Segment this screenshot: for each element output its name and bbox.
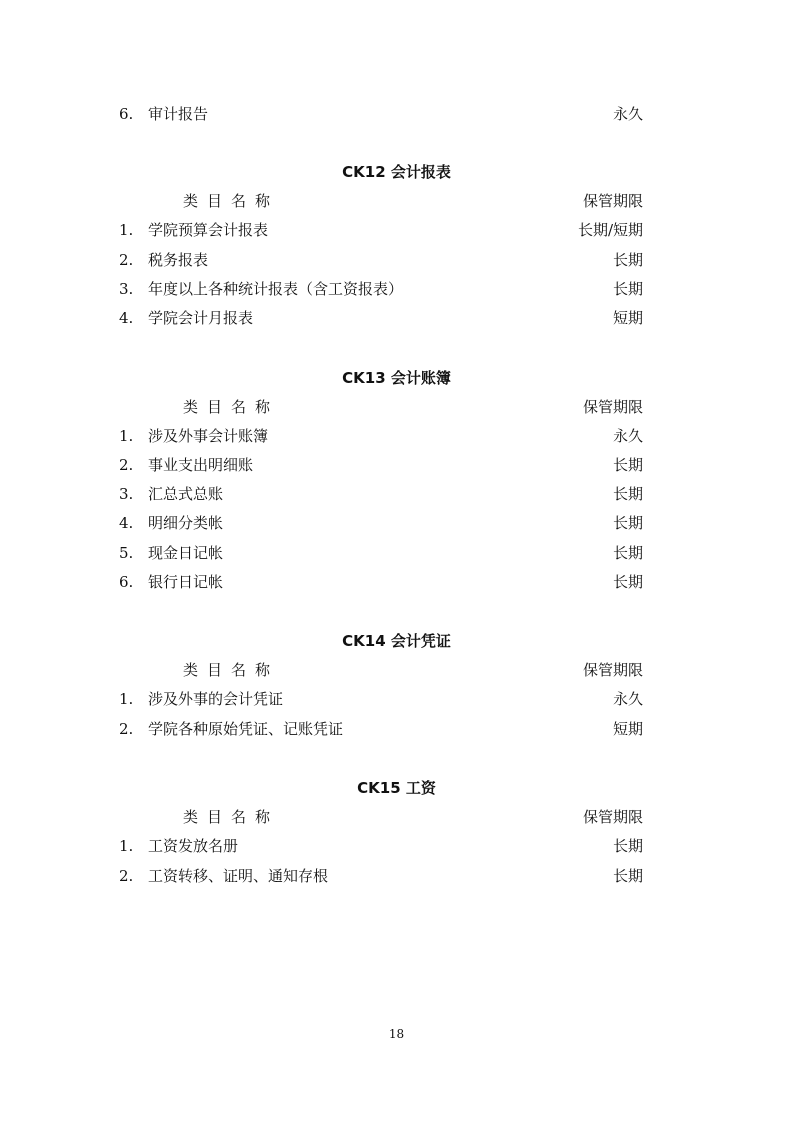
header-period: 保管期限 (582, 192, 643, 210)
list-item (0, 685, 793, 714)
item-name: 审计报告 (148, 105, 209, 123)
section-title: CK12 会计报表 (342, 163, 451, 181)
item-name: 学院会计月报表 (148, 309, 254, 327)
item-period: 长期 (612, 456, 643, 474)
column-header (0, 187, 793, 216)
item-name: 汇总式总账 (148, 485, 224, 503)
item-number: 3. (119, 280, 134, 298)
section-title: CK15 工资 (357, 779, 436, 797)
list-item (0, 451, 793, 480)
item-name: 涉及外事的会计凭证 (148, 690, 284, 708)
item-period: 长期 (612, 514, 643, 532)
item-name: 工资转移、证明、通知存根 (148, 867, 329, 885)
item-period: 长期 (612, 867, 643, 885)
item-period: 永久 (612, 105, 643, 123)
item-number: 1. (119, 690, 134, 708)
item-name: 学院预算会计报表 (148, 221, 269, 239)
item-period: 短期 (612, 720, 643, 738)
item-name: 现金日记帐 (148, 544, 224, 562)
list-item (0, 246, 793, 275)
header-period: 保管期限 (582, 661, 643, 679)
item-period: 长期 (612, 485, 643, 503)
item-number: 6. (119, 105, 134, 123)
item-name: 涉及外事会计账簿 (148, 427, 269, 445)
list-item (0, 216, 793, 245)
column-header (0, 803, 793, 832)
list-item (0, 480, 793, 509)
section-title: CK13 会计账簿 (342, 369, 451, 387)
item-period: 永久 (612, 690, 643, 708)
header-period: 保管期限 (582, 398, 643, 416)
item-name: 银行日记帐 (148, 573, 224, 591)
list-item (0, 509, 793, 538)
list-item (0, 715, 793, 744)
item-number: 1. (119, 427, 134, 445)
column-header (0, 393, 793, 422)
page-number: 18 (388, 1027, 405, 1041)
list-item (0, 275, 793, 304)
item-period: 短期 (612, 309, 643, 327)
item-number: 1. (119, 837, 134, 855)
item-name: 学院各种原始凭证、记账凭证 (148, 720, 344, 738)
item-number: 2. (119, 867, 134, 885)
list-item (0, 539, 793, 568)
header-name: 类目名称 (183, 808, 280, 826)
item-number: 1. (119, 221, 134, 239)
item-period: 长期/短期 (577, 221, 643, 239)
item-number: 2. (119, 456, 134, 474)
header-name: 类目名称 (183, 661, 280, 679)
item-name: 年度以上各种统计报表（含工资报表） (148, 280, 404, 298)
column-header (0, 656, 793, 685)
list-item (0, 422, 793, 451)
list-item (0, 832, 793, 861)
item-name: 税务报表 (148, 251, 209, 269)
item-number: 4. (119, 514, 134, 532)
item-number: 5. (119, 544, 134, 562)
item-number: 3. (119, 485, 134, 503)
list-item (0, 568, 793, 597)
item-number: 2. (119, 720, 134, 738)
list-item (0, 304, 793, 333)
header-name: 类目名称 (183, 192, 280, 210)
item-period: 长期 (612, 573, 643, 591)
header-name: 类目名称 (183, 398, 280, 416)
item-period: 长期 (612, 837, 643, 855)
header-period: 保管期限 (582, 808, 643, 826)
section-title: CK14 会计凭证 (342, 632, 451, 650)
item-name: 工资发放名册 (148, 837, 239, 855)
item-number: 4. (119, 309, 134, 327)
item-name: 事业支出明细账 (148, 456, 254, 474)
item-period: 长期 (612, 280, 643, 298)
list-item (0, 862, 793, 891)
item-number: 2. (119, 251, 134, 269)
item-period: 长期 (612, 251, 643, 269)
item-name: 明细分类帐 (148, 514, 224, 532)
item-period: 永久 (612, 427, 643, 445)
item-number: 6. (119, 573, 134, 591)
list-item (0, 100, 793, 129)
item-period: 长期 (612, 544, 643, 562)
